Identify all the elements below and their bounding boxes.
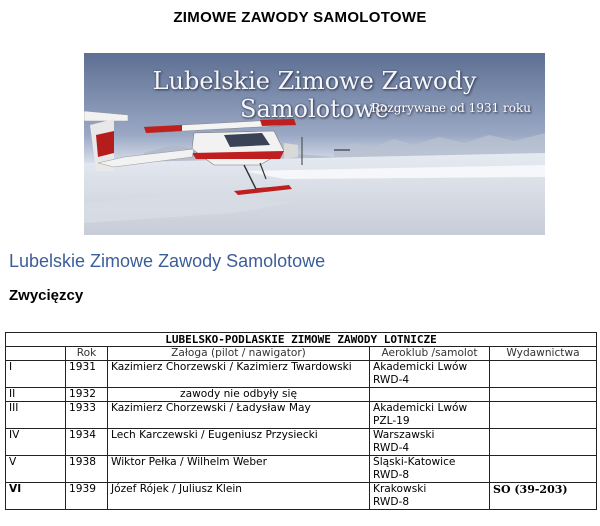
club-cell (370, 456, 490, 483)
club-cell (370, 429, 490, 456)
table-row (6, 361, 597, 388)
table-row (6, 402, 597, 429)
table-row (6, 388, 597, 402)
publication-cell: SO (39-203) (490, 483, 597, 510)
crew-cell: zawody nie odbyły się (108, 388, 370, 402)
edition-year: 1934 (66, 429, 108, 456)
header-publications: Wydawnictwa (490, 347, 597, 361)
publication-cell (490, 456, 597, 483)
section-title: Lubelskie Zimowe Zawody Samolotowe (9, 251, 326, 271)
publication-cell (490, 402, 597, 429)
edition-number: VI (6, 483, 66, 510)
plane-name: RWD-8 (373, 496, 410, 508)
club-cell (370, 402, 490, 429)
edition-year: 1932 (66, 388, 108, 402)
header-crew: Załoga (pilot / nawigator) (108, 347, 370, 361)
club-name: Akademicki Lwów (373, 361, 468, 373)
header-year: Rok (66, 347, 108, 361)
club-name: Krakowski (373, 483, 427, 495)
edition-year: 1938 (66, 456, 108, 483)
club-name: Warszawski (373, 429, 435, 441)
club-name: Akademicki Lwów (373, 402, 468, 414)
club-cell (370, 361, 490, 388)
edition-year: 1931 (66, 361, 108, 388)
table-caption: LUBELSKO-PODLASKIE ZIMOWE ZAWODY LOTNICZE (6, 333, 597, 347)
club-cell (370, 388, 490, 402)
crew-cell: Lech Karczewski / Eugeniusz Przysiecki (108, 429, 370, 456)
table-row (6, 483, 597, 510)
header-club: Aeroklub /samolot (370, 347, 490, 361)
edition-number: I (6, 361, 66, 388)
banner-title: Lubelskie Zimowe Zawody Samolotowe (152, 67, 477, 123)
plane-name: RWD-8 (373, 469, 410, 481)
table-header-row (6, 347, 597, 361)
publication-cell (490, 429, 597, 456)
table-caption-row (6, 333, 597, 347)
winners-heading: Zwycięzcy (9, 287, 84, 304)
edition-number: III (6, 402, 66, 429)
edition-number: II (6, 388, 66, 402)
edition-number: IV (6, 429, 66, 456)
crew-cell: Kazimierz Chorzewski / Kazimierz Twardowski (108, 361, 370, 388)
plane-name: PZL-19 (373, 415, 410, 427)
edition-number: V (6, 456, 66, 483)
publication-cell (490, 388, 597, 402)
edition-year: 1933 (66, 402, 108, 429)
club-cell (370, 483, 490, 510)
club-name: Śląski-Katowice (373, 456, 456, 468)
plane-name: RWD-4 (373, 374, 410, 386)
plane-name: RWD-4 (373, 442, 410, 454)
results-table (5, 332, 597, 510)
table-row (6, 456, 597, 483)
edition-year: 1939 (66, 483, 108, 510)
table-row (6, 429, 597, 456)
publication-cell (490, 361, 597, 388)
crew-cell: Wiktor Pełka / Wilhelm Weber (108, 456, 370, 483)
crew-cell: Kazimierz Chorzewski / Ładysław May (108, 402, 370, 429)
header-number (6, 347, 66, 361)
banner-image (84, 53, 545, 235)
page-title: ZIMOWE ZAWODY SAMOLOTOWE (173, 9, 427, 26)
banner-subtitle: Rozgrywane od 1931 roku (371, 101, 531, 115)
crew-cell: Józef Rójek / Juliusz Klein (108, 483, 370, 510)
